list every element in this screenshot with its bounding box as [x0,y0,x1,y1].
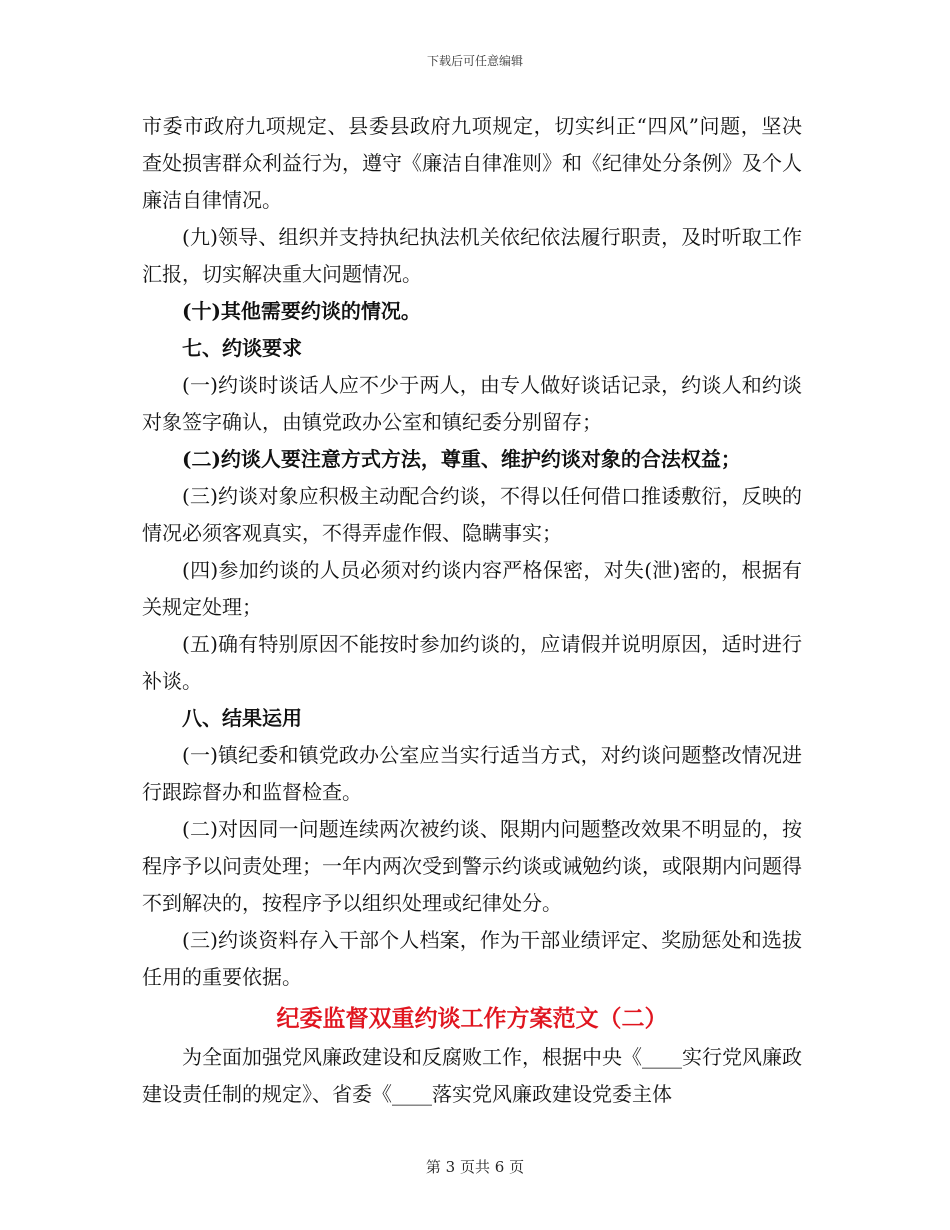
page-footer: 第 3 页共 6 页 [425,1158,525,1176]
paragraph-req-2: (二)约谈人要注意方式方法，尊重、维护约谈对象的合法权益； [182,447,741,471]
paragraph-req-4: (四)参加约谈的人员必须对约谈内容严格保密，对失(泄)密的，根据有关规定处理； [142,558,802,619]
paragraph-intro: 为全面加强党风廉政建设和反腐败工作，根据中央《____实行党风廉政建设责任制的规定》、省委《____落实党风廉政建设党委主体 [142,1045,802,1106]
section-heading-8: 八、结果运用 [182,706,302,730]
paragraph-req-5: (五)确有特别原因不能按时参加约谈的，应请假并说明原因，适时进行补谈。 [142,632,802,693]
paragraph-req-3: (三)约谈对象应积极主动配合约谈，不得以任何借口推诿敷衍，反映的情况必须客观真实，不得弄虚作假、隐瞒事实； [142,484,802,545]
paragraph-req-1: (一)约谈时谈话人应不少于两人，由专人做好谈话记录，约谈人和约谈对象签字确认，由镇党政办公室和镇纪委分别留存； [142,373,802,434]
paragraph-continuation: 市委市政府九项规定、县委县政府九项规定，切实纠正“四风”问题，坚决查处损害群众利益行为，遵守《廉洁自律准则》和《纪律处分条例》及个人廉洁自律情况。 [142,114,802,212]
section-title: 纪委监督双重约谈工作方案范文（二） [276,1006,668,1032]
paragraph-result-1: (一)镇纪委和镇党政办公室应当实行适当方式，对约谈问题整改情况进行跟踪督办和监督检查。 [142,743,802,804]
paragraph-item-9: (九)领导、组织并支持执纪执法机关依纪依法履行职责，及时听取工作汇报，切实解决重大问题情况。 [142,225,802,286]
page-header: 下载后可任意编辑 [426,54,523,68]
paragraph-result-2: (二)对因同一问题连续两次被约谈、限期内问题整改效果不明显的，按程序予以问责处理；一年内两次受到警示约谈或诫勉约谈，或限期内问题得不到解决的，按程序予以组织处理或纪律处分。 [142,817,802,915]
paragraph-item-10: (十)其他需要约谈的情况。 [182,299,421,323]
section-heading-7: 七、约谈要求 [182,336,302,360]
document-body [142,108,802,1113]
paragraph-result-3: (三)约谈资料存入干部个人档案，作为干部业绩评定、奖励惩处和选拔任用的重要依据。 [142,928,802,989]
